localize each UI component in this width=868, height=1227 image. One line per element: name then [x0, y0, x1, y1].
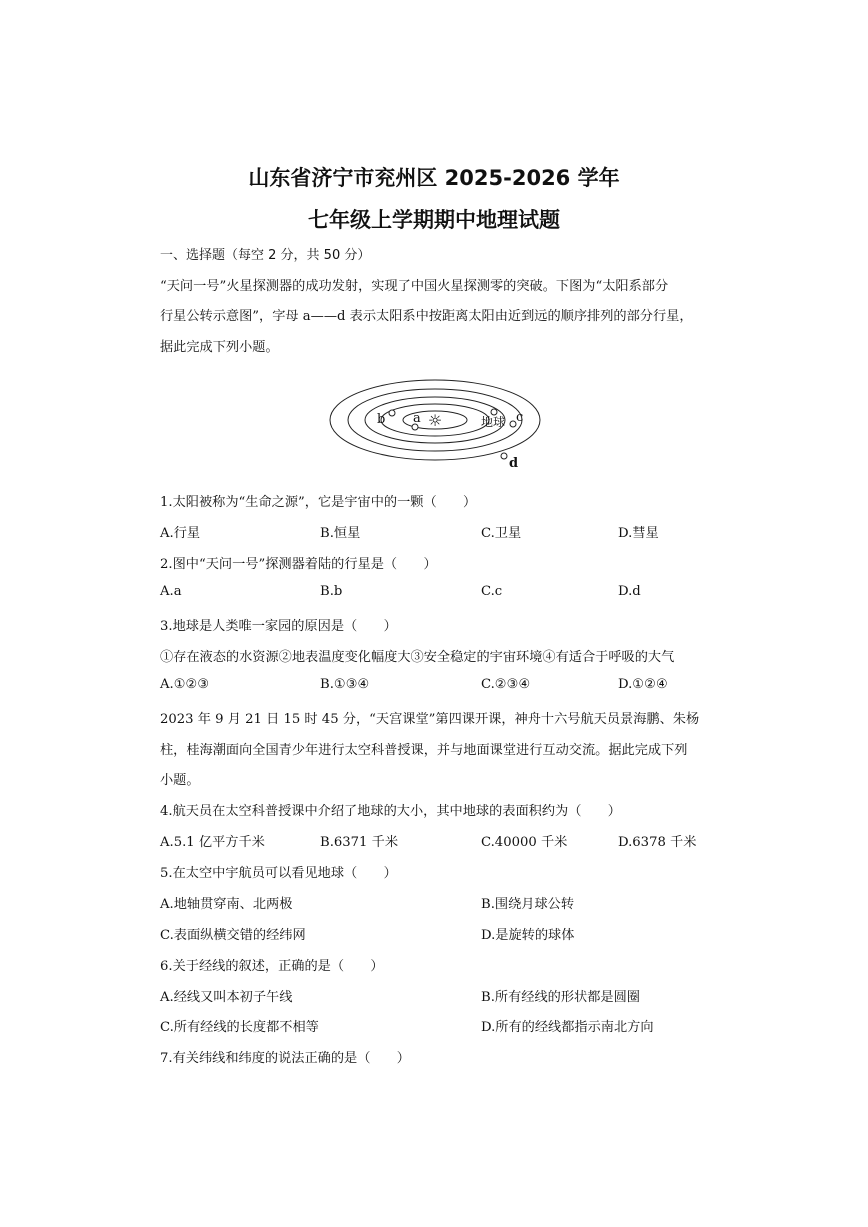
- section-heading: 一、选择题（每空 2 分，共 50 分）: [160, 248, 371, 263]
- document-subtitle: 七年级上学期期中地理试题: [308, 208, 560, 232]
- question-2-option-b: B.b: [320, 584, 343, 599]
- passage-2-line-2: 柱，桂海潮面向全国青少年进行太空科普授课，并与地面课堂进行互动交流。据此完成下列: [160, 743, 688, 758]
- question-1-option-b: B.恒星: [320, 526, 361, 541]
- question-1-option-c: C.卫星: [481, 526, 522, 541]
- label-b: b: [377, 412, 386, 427]
- intro-line-3: 据此完成下列小题。: [160, 340, 279, 355]
- question-5-option-a: A.地轴贯穿南、北两极: [160, 897, 293, 912]
- question-5-stem: 5.在太空中宇航员可以看见地球（ ）: [160, 866, 397, 881]
- question-4-option-a: A.5.1 亿平方千米: [160, 835, 265, 850]
- label-d: d: [509, 456, 519, 471]
- question-2-option-c: C.c: [481, 584, 503, 599]
- question-6-stem: 6.关于经线的叙述，正确的是（ ）: [160, 959, 384, 974]
- question-2-stem: 2.图中“天问一号”探测器着陆的行星是（ ）: [160, 557, 437, 572]
- planet-d: [501, 453, 507, 459]
- label-a: a: [413, 411, 421, 426]
- question-3-option-c: C.②③④: [481, 677, 531, 692]
- question-3-option-a: A.①②③: [160, 677, 210, 692]
- question-5-option-c: C.表面纵横交错的经纬网: [160, 928, 306, 943]
- question-3-option-b: B.①③④: [320, 677, 370, 692]
- document-title: 山东省济宁市兖州区 2025-2026 学年: [248, 166, 620, 190]
- question-6-option-d: D.所有的经线都指示南北方向: [481, 1020, 654, 1035]
- question-2-option-a: A.a: [160, 584, 182, 599]
- label-earth: 地球: [481, 415, 506, 429]
- question-4-stem: 4.航天员在太空科普授课中介绍了地球的大小，其中地球的表面积约为（ ）: [160, 804, 621, 819]
- passage-2-line-3: 小题。: [160, 773, 200, 788]
- intro-line-2: 行星公转示意图”，字母 a——d 表示太阳系中按距离太阳由近到远的顺序排列的部分行星，: [160, 309, 693, 324]
- question-6-option-a: A.经线又叫本初子午线: [160, 990, 293, 1005]
- sun-icon: ☼: [427, 411, 443, 430]
- question-6-option-b: B.所有经线的形状都是圆圈: [481, 990, 640, 1005]
- question-2-option-d: D.d: [618, 584, 641, 599]
- question-4-option-c: C.40000 千米: [481, 835, 568, 850]
- question-5-option-b: B.围绕月球公转: [481, 897, 575, 912]
- question-3-option-d: D.①②④: [618, 677, 668, 692]
- question-7-stem: 7.有关纬线和纬度的说法正确的是（ ）: [160, 1051, 410, 1066]
- question-3-statements: ①存在液态的水资源②地表温度变化幅度大③安全稳定的宇宙环境④有适合于呼吸的大气: [160, 650, 675, 665]
- label-c: c: [516, 410, 524, 425]
- passage-2-line-1: 2023 年 9 月 21 日 15 时 45 分，“天宫课堂”第四课开课，神舟十六号航天员景海鹏、朱杨: [160, 712, 700, 727]
- question-1-option-d: D.彗星: [618, 526, 659, 541]
- question-3-stem: 3.地球是人类唯一家园的原因是（ ）: [160, 619, 397, 634]
- question-4-option-d: D.6378 千米: [618, 835, 697, 850]
- question-5-option-d: D.是旋转的球体: [481, 928, 575, 943]
- question-1-stem: 1.太阳被称为“生命之源”，它是宇宙中的一颗（ ）: [160, 495, 477, 510]
- planet-b: [389, 410, 395, 416]
- question-6-option-c: C.所有经线的长度都不相等: [160, 1020, 319, 1035]
- question-1-option-a: A.行星: [160, 526, 201, 541]
- solar-system-orbit-diagram: [326, 373, 544, 471]
- intro-line-1: “天问一号”火星探测器的成功发射，实现了中国火星探测零的突破。下图为“太阳系部分: [160, 279, 669, 294]
- question-4-option-b: B.6371 千米: [320, 835, 399, 850]
